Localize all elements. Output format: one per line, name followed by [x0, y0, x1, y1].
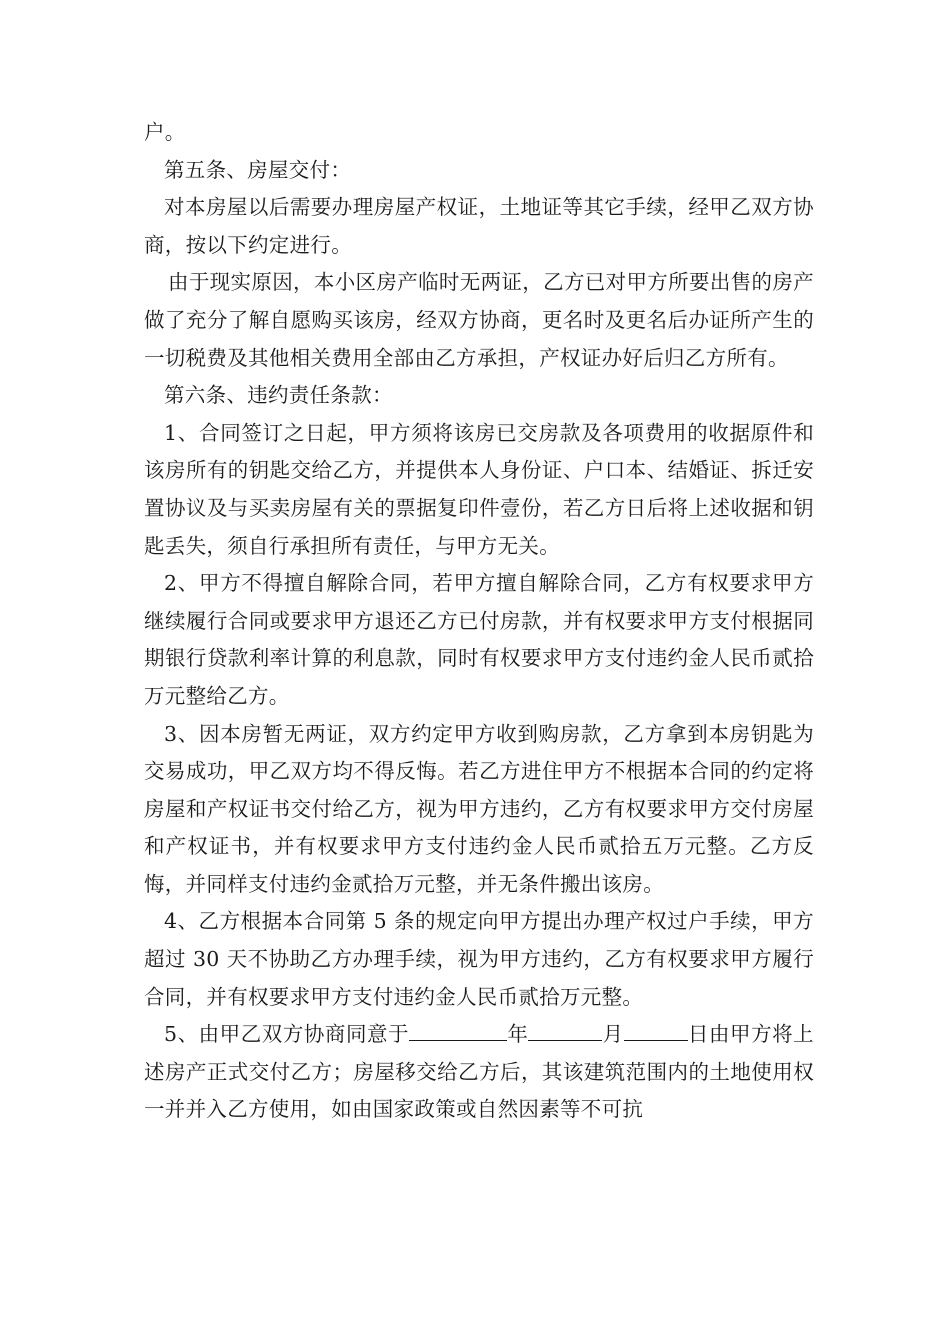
- paragraph-continuation: 户。: [144, 120, 186, 144]
- day-blank: [624, 1018, 688, 1041]
- month-label: 月: [602, 1022, 624, 1047]
- clause-5-intro: 5、由甲乙双方协商同意于: [164, 1022, 410, 1047]
- month-blank: [528, 1018, 602, 1041]
- document-body: [144, 114, 814, 1129]
- article-six-heading: 第六条、违约责任条款：: [164, 383, 393, 408]
- year-label: 年: [507, 1022, 529, 1047]
- clause-5-rest: 日由甲方将上述房产正式交付乙方；房屋移交给乙方后，其该建筑范围内的土地使用权一并并入乙方使用，如由国家政策或自然因素等不可抗: [144, 1022, 814, 1122]
- clause-5: [144, 1016, 814, 1129]
- year-blank: [409, 1018, 507, 1041]
- clause-4: 4、乙方根据本合同第 5 条的规定向甲方提出办理产权过户手续，甲方超过 30 天不协助乙方办理手续，视为甲方违约，乙方有权要求甲方履行合同，并有权要求甲方支付违约金人民币贰拾万元整。: [144, 909, 814, 1009]
- clause-3: 3、因本房暂无两证，双方约定甲方收到购房款，乙方拿到本房钥匙为交易成功，甲乙双方均不得反悔。若乙方进住甲方不根据本合同的约定将房屋和产权证书交付给乙方，视为甲方违约，乙方有权要求甲方交付房屋和产权证书，并有权要求甲方支付违约金人民币贰拾五万元整。乙方反悔，并同样支付违约金贰拾万元整，并无条件搬出该房。: [144, 721, 814, 896]
- paragraph-no-certificates: 由于现实原因，本小区房产临时无两证，乙方已对甲方所要出售的房产做了充分了解自愿购买该房，经双方协商，更名时及更名后办证所产生的一切税费及其他相关费用全部由乙方承担，产权证办好后归乙方所有。: [144, 270, 814, 370]
- clause-1: 1、合同签订之日起，甲方须将该房已交房款及各项费用的收据原件和该房所有的钥匙交给乙方，并提供本人身份证、户口本、结婚证、拆迁安置协议及与买卖房屋有关的票据复印件壹份，若乙方日后将上述收据和钥匙丢失，须自行承担所有责任，与甲方无关。: [144, 420, 814, 558]
- clause-2: 2、甲方不得擅自解除合同，若甲方擅自解除合同，乙方有权要求甲方继续履行合同或要求甲方退还乙方已付房款，并有权要求甲方支付根据同期银行贷款利率计算的利息款，同时有权要求甲方支付违约金人民币贰拾万元整给乙方。: [144, 571, 814, 708]
- paragraph-property-procedures: 对本房屋以后需要办理房屋产权证，土地证等其它手续，经甲乙双方协商，按以下约定进行。: [144, 195, 814, 257]
- article-five-heading: 第五条、房屋交付：: [164, 157, 352, 182]
